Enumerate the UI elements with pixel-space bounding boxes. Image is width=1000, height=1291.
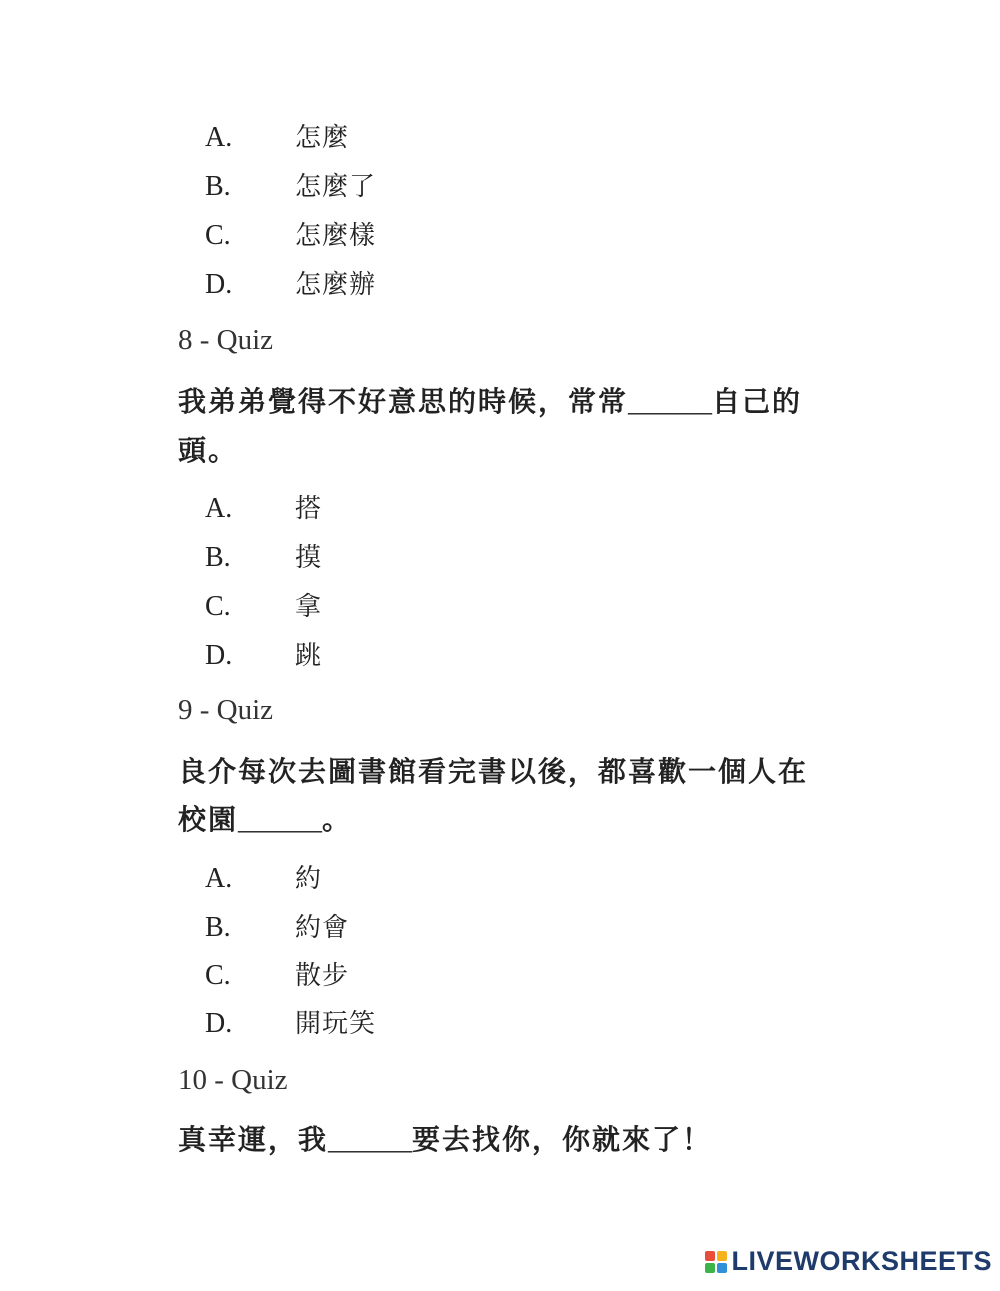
option-letter: A. xyxy=(205,863,233,894)
quiz8-option-c[interactable] xyxy=(205,587,322,627)
question-text: 我弟弟覺得不好意思的時候，常常 xyxy=(178,385,629,418)
quiz9-option-d[interactable] xyxy=(205,1004,376,1044)
quiz7-option-a[interactable] xyxy=(205,118,349,158)
quiz8-option-d[interactable] xyxy=(205,636,322,676)
logo-block xyxy=(705,1251,715,1261)
quiz8-heading: 8 - Quiz xyxy=(178,324,274,356)
logo-block xyxy=(705,1263,715,1273)
question-text: 自己的 xyxy=(712,385,803,418)
option-text: 約 xyxy=(295,864,323,894)
question-line xyxy=(178,378,878,427)
question-text: 校園 xyxy=(178,803,239,836)
logo-block xyxy=(717,1263,727,1273)
quiz7-option-b[interactable] xyxy=(205,167,376,207)
option-letter: B. xyxy=(205,171,231,202)
option-text: 跳 xyxy=(295,641,323,671)
option-text: 約會 xyxy=(295,913,350,943)
logo-text: LIVEWORKSHEETS xyxy=(731,1246,992,1276)
question-line: 良介每次去圖書館看完書以後，都喜歡一個人在 xyxy=(178,755,809,788)
option-letter: B. xyxy=(205,912,231,943)
option-text: 拿 xyxy=(295,592,323,622)
question-text: 。 xyxy=(322,803,353,836)
quiz8-option-b[interactable] xyxy=(205,538,322,578)
logo-blocks-icon xyxy=(705,1251,727,1273)
answer-blank[interactable]: ______ xyxy=(628,387,713,418)
quiz9-option-c[interactable] xyxy=(205,956,349,996)
option-text: 摸 xyxy=(295,543,323,573)
option-letter: C. xyxy=(205,591,231,622)
quiz10-question xyxy=(178,1116,878,1165)
option-text: 怎麼了 xyxy=(295,172,377,202)
option-letter: D. xyxy=(205,269,233,300)
option-text: 怎麼辦 xyxy=(295,270,377,300)
option-letter: C. xyxy=(205,960,231,991)
option-letter: D. xyxy=(205,640,233,671)
question-line: 頭。 xyxy=(178,434,239,467)
quiz8-question xyxy=(178,378,878,475)
quiz7-option-d[interactable] xyxy=(205,265,376,305)
option-letter: B. xyxy=(205,542,231,573)
option-text: 怎麼 xyxy=(295,123,350,153)
quiz10-heading: 10 - Quiz xyxy=(178,1064,288,1096)
quiz9-question xyxy=(178,748,878,845)
option-text: 怎麼樣 xyxy=(295,221,377,251)
quiz8-option-a[interactable] xyxy=(205,489,322,529)
quiz7-option-c[interactable] xyxy=(205,216,376,256)
quiz9-option-b[interactable] xyxy=(205,908,349,948)
question-text: 要去找你，你就來了！ xyxy=(412,1123,713,1156)
option-letter: A. xyxy=(205,493,233,524)
option-letter: A. xyxy=(205,122,233,153)
option-text: 搭 xyxy=(295,494,323,524)
question-line xyxy=(178,796,878,845)
answer-blank[interactable]: ______ xyxy=(238,805,323,836)
option-text: 散步 xyxy=(295,961,350,991)
question-line xyxy=(178,1116,878,1165)
answer-blank[interactable]: ______ xyxy=(328,1125,413,1156)
logo-block xyxy=(717,1251,727,1261)
quiz9-heading: 9 - Quiz xyxy=(178,694,274,726)
liveworksheets-logo xyxy=(705,1246,992,1277)
quiz9-option-a[interactable] xyxy=(205,859,322,899)
option-letter: D. xyxy=(205,1008,233,1039)
option-text: 開玩笑 xyxy=(295,1009,377,1039)
question-text: 真幸運，我 xyxy=(178,1123,329,1156)
option-letter: C. xyxy=(205,220,231,251)
